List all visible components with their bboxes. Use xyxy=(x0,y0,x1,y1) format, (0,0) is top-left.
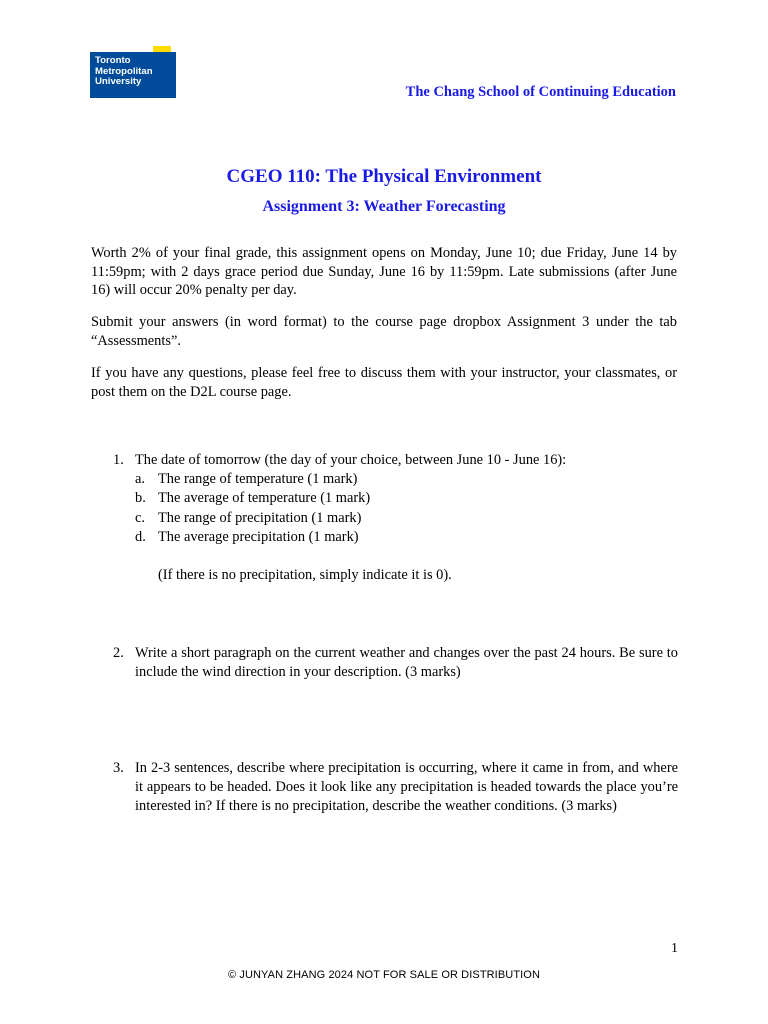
question-1-items xyxy=(135,470,678,547)
logo-line-1: Toronto xyxy=(95,55,131,66)
item-letter: a. xyxy=(135,471,145,488)
question-number: 3. xyxy=(113,760,124,776)
list-item xyxy=(135,470,678,489)
paragraph-grading: Worth 2% of your final grade, this assignment opens on Monday, June 10; due Friday, June 14 by 11:59pm; with 2 days grace period due Sunday, June 16 by 11:59pm. Late submissions (after June 16) will occur 20% penalty per day. xyxy=(91,245,677,298)
question-1-note: (If there is no precipitation, simply indicate it is 0). xyxy=(158,567,452,584)
item-letter: c. xyxy=(135,509,145,526)
question-text: The date of tomorrow (the day of your choice, between June 10 - June 16): xyxy=(135,452,567,468)
question-text: Write a short paragraph on the current weather and changes over the past 24 hours. Be sure to include the wind direction in your description. (3 marks) xyxy=(135,645,678,681)
copyright-footer: © JUNYAN ZHANG 2024 NOT FOR SALE OR DISTRIBUTION xyxy=(228,969,540,981)
question-3 xyxy=(113,759,678,817)
list-item xyxy=(135,509,678,528)
document-title: CGEO 110: The Physical Environment xyxy=(226,166,542,187)
list-item xyxy=(135,489,678,508)
item-text: The average of temperature (1 mark) xyxy=(158,490,371,507)
question-2 xyxy=(113,644,678,682)
logo-line-3: University xyxy=(95,76,142,88)
question-number: 2. xyxy=(113,645,124,661)
item-text: The range of precipitation (1 mark) xyxy=(158,509,362,526)
paragraph-questions: If you have any questions, please feel free to discuss them with your instructor, your classmates, or post them on the D2L course page. xyxy=(91,365,677,400)
item-text: The average precipitation (1 mark) xyxy=(158,528,359,545)
page-number: 1 xyxy=(671,941,678,956)
item-letter: d. xyxy=(135,528,146,545)
paragraph-submission: Submit your answers (in word format) to the course page dropbox Assignment 3 under the tab “Assessments”. xyxy=(91,314,677,349)
logo-blue-block xyxy=(90,52,176,98)
question-1 xyxy=(113,451,678,585)
document-subtitle: Assignment 3: Weather Forecasting xyxy=(262,198,506,215)
list-item xyxy=(135,528,678,547)
question-number: 1. xyxy=(113,452,124,468)
university-logo xyxy=(90,46,180,98)
item-letter: b. xyxy=(135,490,146,507)
school-name: The Chang School of Continuing Education xyxy=(405,84,676,100)
item-text: The range of temperature (1 mark) xyxy=(158,471,358,488)
question-text: In 2-3 sentences, describe where precipitation is occurring, where it came in from, and where it appears to be headed. Does it look like any precipitation is headed towards the place you’re interested in? If there is no precipitation, describe the weather conditions. (3 marks) xyxy=(135,760,678,815)
logo-line-2: Metropolitan xyxy=(95,65,153,77)
